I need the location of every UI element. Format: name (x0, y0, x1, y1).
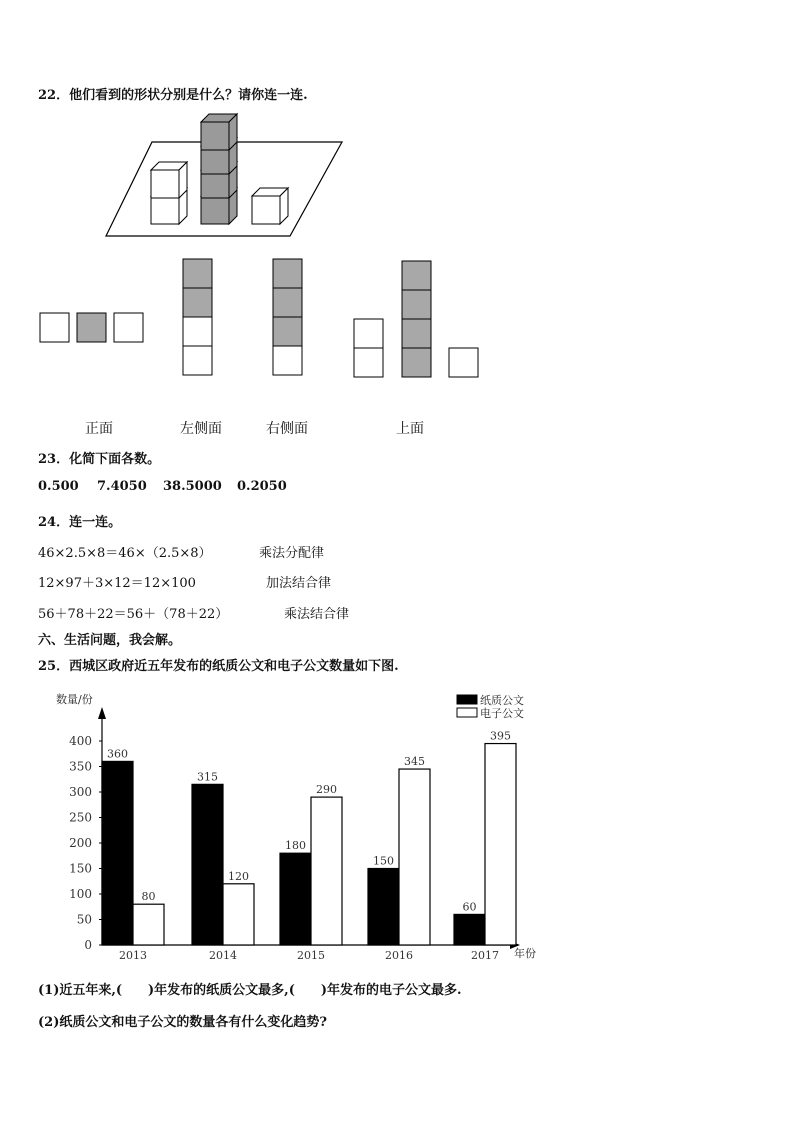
q24-law-3: 乘法结合律 (284, 607, 350, 622)
data-label: 315 (197, 770, 218, 784)
view-c-square-4 (273, 346, 302, 375)
view-d-mid-3 (402, 319, 431, 348)
x-axis-label: 年份 (514, 947, 536, 960)
y-tick-label: 300 (69, 785, 92, 799)
q23-number-2: 7.4050 (97, 479, 147, 494)
x-tick-label: 2016 (385, 949, 413, 962)
cube-tall-4 (201, 114, 237, 150)
y-tick-label: 350 (69, 759, 92, 774)
bar-paper (192, 784, 223, 945)
y-tick-label: 150 (69, 861, 92, 876)
y-tick-label: 200 (69, 836, 92, 850)
legend-label: 电子公文 (480, 707, 524, 720)
data-label: 290 (316, 783, 337, 797)
view-b-square-1 (183, 259, 212, 288)
view-d-mid-2 (402, 290, 431, 319)
q23-number-1: 0.500 (38, 479, 79, 494)
q25-sub1: (1)近五年来,( )年发布的纸质公文最多,( )年发布的电子公文最多. (38, 983, 462, 998)
data-label: 60 (462, 900, 477, 914)
view-b-square-3 (183, 317, 212, 346)
x-tick-label: 2013 (119, 949, 147, 962)
view-a-square-3 (114, 313, 143, 342)
data-label: 395 (490, 729, 511, 743)
view-label-front: 正面 (85, 421, 113, 437)
data-label: 345 (404, 755, 425, 769)
x-tick-label: 2014 (209, 949, 237, 962)
bar-paper (102, 761, 133, 945)
q25-bar-chart (30, 685, 550, 970)
view-d-mid-1 (402, 261, 431, 290)
bar-paper (368, 869, 399, 946)
bar-electronic (133, 904, 164, 945)
q24-expression-2: 12×97＋3×12＝12×100 (38, 576, 196, 591)
x-tick-label: 2017 (471, 949, 499, 962)
q24-law-1: 乘法分配律 (259, 546, 325, 561)
bar-paper (280, 853, 311, 945)
view-label-top: 上面 (396, 421, 424, 437)
q24-title: 24．连一连。 (38, 515, 122, 530)
bar-electronic (399, 769, 430, 945)
q23-number-3: 38.5000 (163, 479, 222, 494)
data-label: 150 (373, 854, 394, 868)
y-axis-label: 数量/份 (56, 693, 93, 706)
bar-electronic (223, 884, 254, 945)
data-label: 360 (107, 747, 128, 761)
view-b-square-2 (183, 288, 212, 317)
y-axis-arrow (98, 707, 106, 719)
section-six-title: 六、生活问题，我会解。 (38, 633, 182, 648)
view-b-square-4 (183, 346, 212, 375)
bar-paper (454, 914, 485, 945)
legend-swatch (457, 695, 477, 704)
y-tick-label: 100 (69, 887, 92, 901)
q24-expression-3: 56＋78＋22＝56＋（78＋22） (38, 607, 229, 622)
view-d-left-2 (354, 348, 383, 377)
x-tick-label: 2015 (297, 949, 325, 962)
view-d-mid-4 (402, 348, 431, 377)
q25-title: 25．西城区政府近五年发布的纸质公文和电子公文数量如下图. (38, 659, 399, 674)
cube-right (252, 188, 288, 224)
q24-expression-1: 46×2.5×8＝46×（2.5×8） (38, 546, 212, 561)
data-label: 80 (141, 890, 156, 904)
view-d-left-1 (354, 319, 383, 348)
y-tick-label: 400 (69, 734, 92, 748)
data-label: 120 (228, 869, 249, 883)
view-c-square-3 (273, 317, 302, 346)
q23-number-4: 0.2050 (237, 479, 287, 494)
view-c-square-1 (273, 259, 302, 288)
q22-title: 22．他们看到的形状分别是什么？请你连一连. (38, 88, 308, 103)
view-c-square-2 (273, 288, 302, 317)
q24-law-2: 加法结合律 (266, 576, 332, 591)
data-label: 180 (285, 839, 306, 853)
y-tick-label: 50 (76, 912, 92, 927)
legend-label: 纸质公文 (480, 694, 524, 707)
view-a-square-2 (77, 313, 106, 342)
view-label-left: 左侧面 (180, 421, 222, 437)
y-tick-label: 250 (69, 810, 92, 825)
q23-title: 23．化简下面各数。 (38, 452, 161, 467)
q25-sub2: (2)纸质公文和电子公文的数量各有什么变化趋势? (38, 1015, 327, 1030)
bar-electronic (485, 744, 516, 945)
cube-left-top (151, 162, 187, 198)
legend-swatch (457, 708, 477, 717)
y-tick-label: 0 (84, 938, 92, 952)
view-a-square-1 (40, 313, 69, 342)
bar-electronic (311, 797, 342, 945)
q22-views (0, 255, 794, 385)
view-d-right (449, 348, 478, 377)
view-label-right: 右侧面 (266, 421, 308, 437)
